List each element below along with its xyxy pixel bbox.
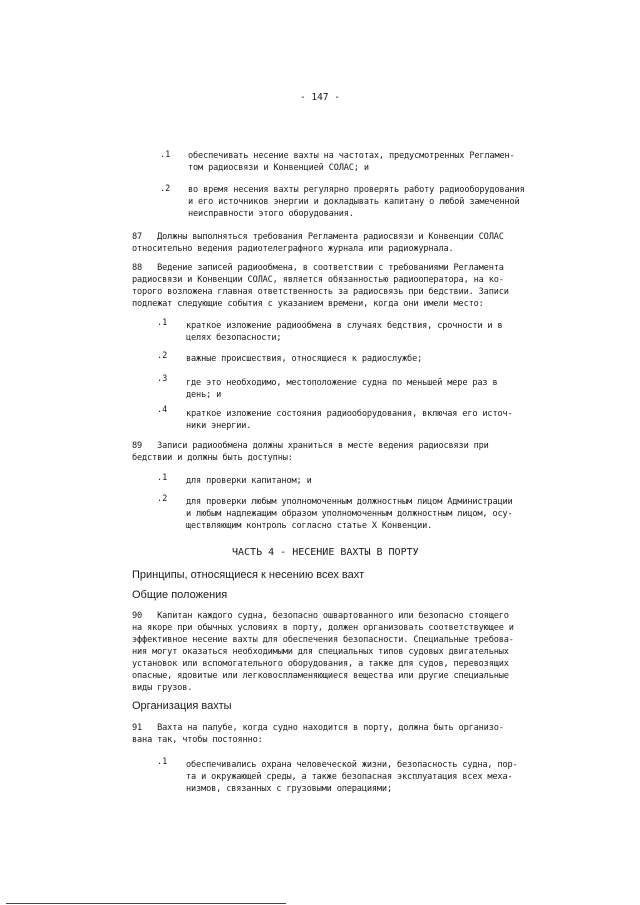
list-item-text: для проверки любым уполномоченным должностным лицом Администрации и любым надлежащим образом уполномоченным должностным лицом, осу- ществляющим контроль согласно статье X Конвенции. [186,497,513,531]
paragraph-89: 89 Записи радиообмена должны храниться в месте ведения радиосвязи при бедствии и должны быть доступны: [132,441,489,463]
list-item-text: краткое изложение состояния радиооборудования, включая его источ- ники энергии. [186,409,513,431]
item-marker: .4 [157,405,168,415]
item-marker: .2 [157,351,168,361]
list-item-text: где это необходимо, местоположение судна по меньшей мере раз в день; и [186,378,498,400]
section-title: ЧАСТЬ 4 - НЕСЕНИЕ ВАХТЫ В ПОРТУ [232,547,419,558]
paragraph-91: 91 Вахта на палубе, когда судно находится в порту, должна быть организо- вана так, чтобы постоянно: [132,723,504,745]
list-item-text: важные происшествия, относящиеся к радиослужбе; [186,354,423,364]
page-number: - 147 - [299,92,341,103]
bottom-rule [6,903,286,904]
list-item-text: обеспечивались охрана человеческой жизни, безопасность судна, пор- та и окружающей среды, а также безопасная эксплуатация всех меха- низмов, связанных с грузовыми операциями; [186,760,518,794]
item-marker: .2 [160,184,171,194]
item-marker: .1 [157,757,168,767]
list-item-text: обеспечивать несение вахты на частотах, предусмотренных Регламен- том радиосвязи и Конвенцией СОЛАС; и [188,151,515,173]
list-item-text: во время несения вахты регулярно проверять работу радиооборудования и его источников энергии и докладывать капитану о любой замеченной неисправности этого оборудования. [188,185,525,219]
item-marker: .2 [157,494,168,504]
list-item-text: краткое изложение радиообмена в случаях бедствия, срочности и в целях безопасности; [186,321,503,343]
paragraph-88: 88 Ведение записей радиообмена, в соответствии с требованиями Регламента радиосвязи и Конвенции СОЛАС, является обязанностью радиооператора, на ко- торого возложена главная ответственность за радиосвязь при бедствии. Записи подлежат следующие события с указанием времени, когда они имели место: [132,263,509,309]
heading-principles: Принципы, относящиеся к несению всех вахт [132,569,365,581]
heading-general: Общие положения [132,589,228,601]
item-marker: .1 [160,150,171,160]
heading-organization: Организация вахты [132,700,232,712]
item-marker: .1 [157,473,168,483]
item-marker: .3 [157,374,168,384]
paragraph-90: 90 Капитан каждого судна, безопасно ошвартованного или безопасно стоящего на якоре при обычных условиях в порту, должен организовать соответствующее и эффективное несение вахты для обеспечения безопасности. Специальные требова- ния могут оказаться необходимыми для специальных типов судовых двигательных установок или вспомогательного оборудования, а также для судов, перевозящих опасные, ядовитые или легковоспламеняющиеся вещества или другие специальные виды грузов. [132,611,514,693]
item-marker: .1 [157,318,168,328]
list-item-text: для проверки капитаном; и [186,476,312,486]
paragraph-87: 87 Должны выполняться требования Регламента радиосвязи и Конвенции СОЛАС относительно ведения радиотелеграфного журнала или радиожурнала. [132,232,504,254]
